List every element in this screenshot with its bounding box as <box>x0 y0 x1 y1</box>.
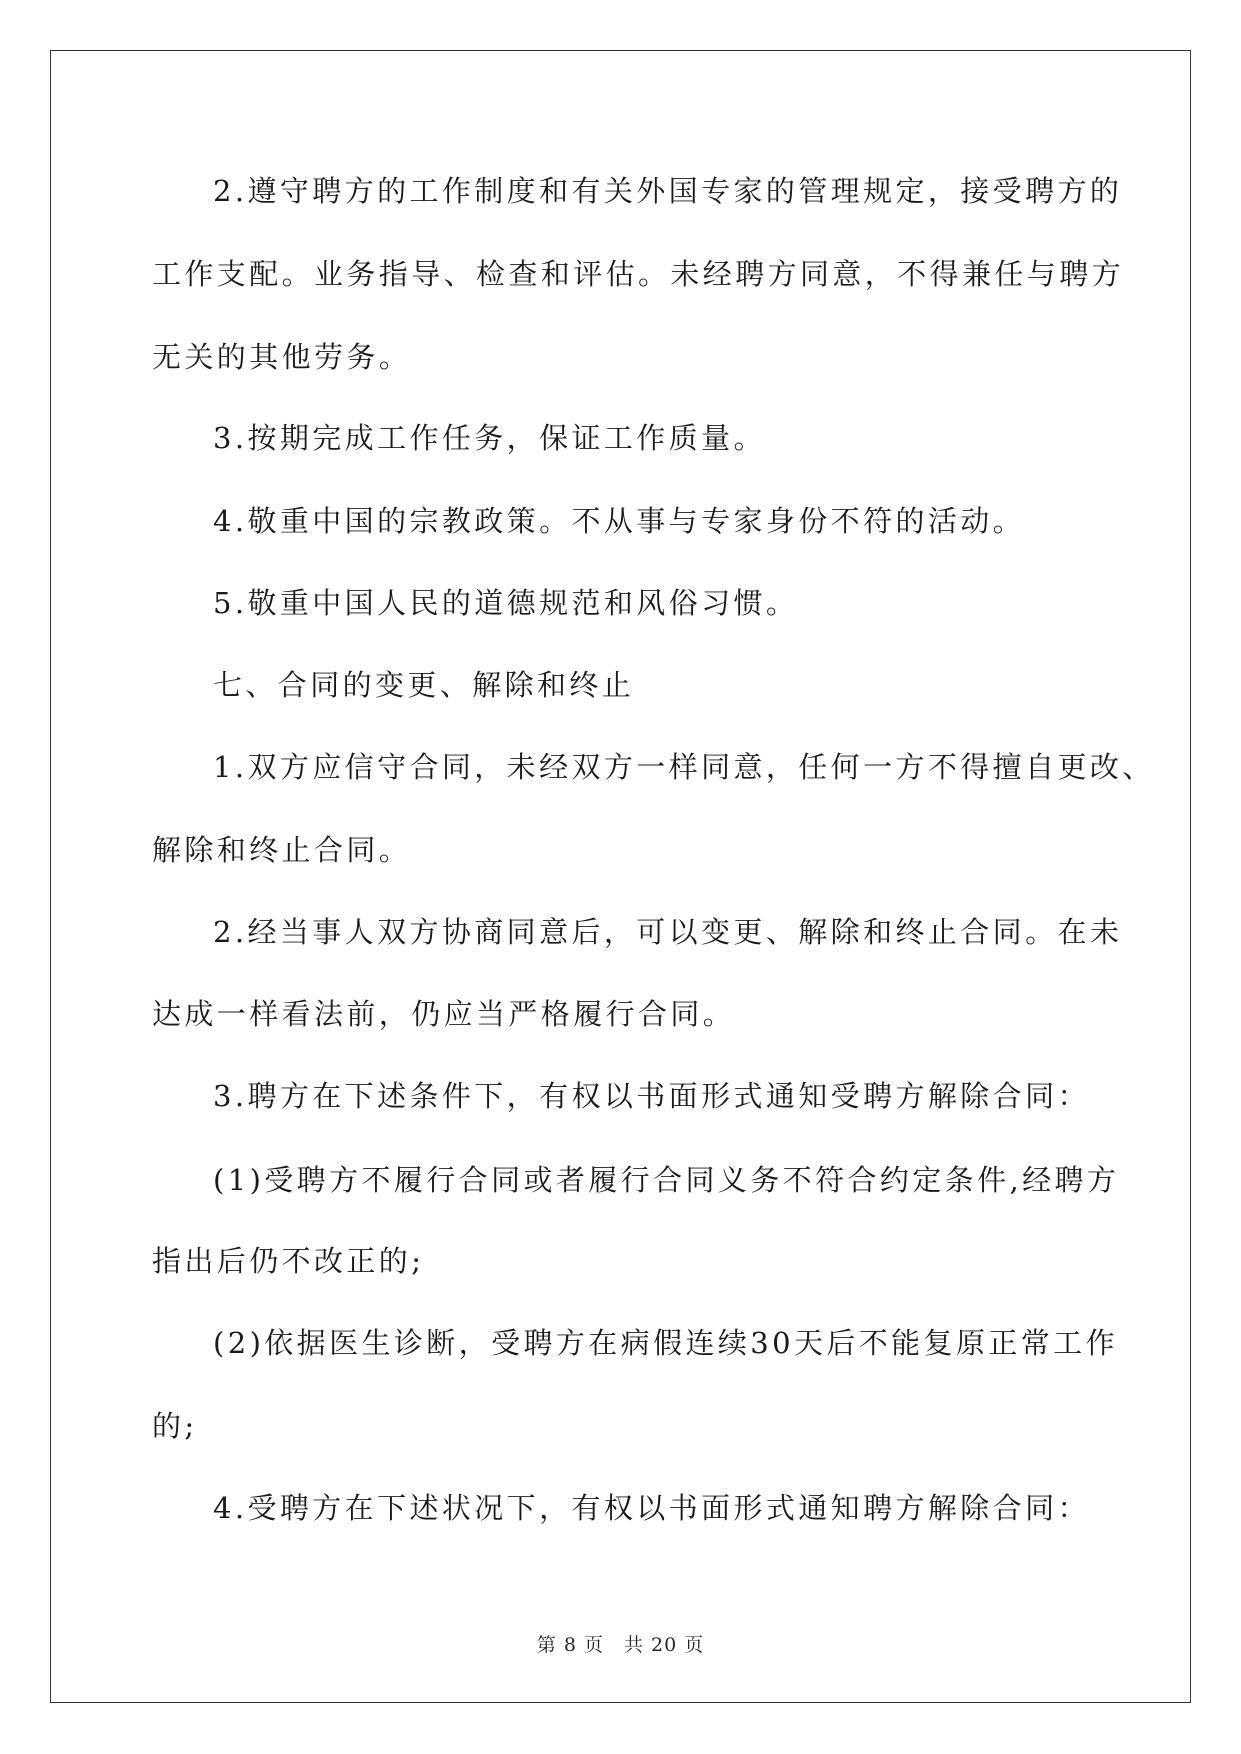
page-number-footer: 第 8 页 共 20 页 <box>536 1634 705 1656</box>
paragraph-line: 无关的其他劳务。 <box>152 340 412 374</box>
paragraph-line: 指出后仍不改正的; <box>152 1244 425 1278</box>
paragraph-line: 4.敬重中国的宗教政策。不从事与专家身份不符的活动。 <box>213 504 1026 538</box>
paragraph-line: 2.经当事人双方协商同意后，可以变更、解除和终止合同。在未 <box>213 915 1123 949</box>
paragraph-line: 工作支配。业务指导、检查和评估。未经聘方同意，不得兼任与聘方 <box>152 257 1125 291</box>
section-heading: 七、合同的变更、解除和终止 <box>213 668 635 702</box>
paragraph-line: 1.双方应信守合同，未经双方一样同意，任何一方不得擅自更改、 <box>213 750 1155 784</box>
paragraph-line: 3.按期完成工作任务，保证工作质量。 <box>213 421 766 455</box>
paragraph-line: 5.敬重中国人民的道德规范和风俗习惯。 <box>213 586 799 620</box>
page-border <box>50 50 1191 1703</box>
paragraph-line: 解除和终止合同。 <box>152 833 412 867</box>
paragraph-line: (2)依据医生诊断，受聘方在病假连续30天后不能复原正常工作 <box>213 1326 1118 1360</box>
paragraph-line: (1)受聘方不履行合同或者履行合同义务不符合约定条件,经聘方 <box>213 1163 1120 1197</box>
paragraph-line: 的; <box>152 1409 198 1443</box>
paragraph-line: 4.受聘方在下述状况下，有权以书面形式通知聘方解除合同： <box>213 1491 1090 1525</box>
paragraph-line: 达成一样看法前，仍应当严格履行合同。 <box>152 997 736 1031</box>
paragraph-line: 3.聘方在下述条件下，有权以书面形式通知受聘方解除合同： <box>213 1079 1090 1113</box>
paragraph-line: 2.遵守聘方的工作制度和有关外国专家的管理规定，接受聘方的 <box>213 174 1123 208</box>
